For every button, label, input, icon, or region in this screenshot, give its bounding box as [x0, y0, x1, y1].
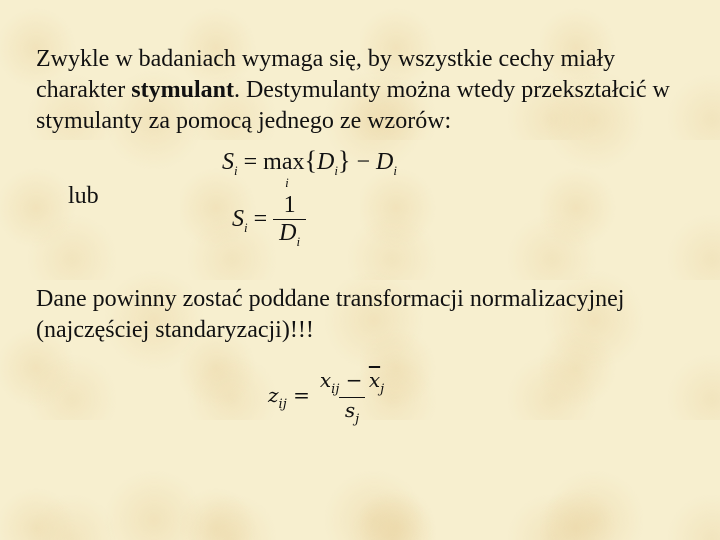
formula-reciprocal-den-letter: D [279, 220, 297, 246]
formula-std-x-sub: ij [331, 382, 340, 397]
formula-max-open-brace: { [304, 146, 317, 175]
formula-max-operator-sub: i [285, 175, 289, 190]
intro-text-end: . Destymulanty można wtedy przekształcić w stymulanty za pomocą jednego ze wzorów: [36, 77, 670, 134]
formula-max-lhs-sub: i [234, 163, 238, 178]
formula-std-fraction [316, 368, 388, 427]
intro-bold-term: stymulant [131, 77, 234, 103]
formula-std-xbar: $\overline{x}$ [368, 368, 381, 392]
formula-reciprocal-eq: = [247, 206, 268, 232]
formula-standardization [268, 368, 388, 427]
formula-reciprocal-denominator [273, 219, 306, 250]
formula-max-rhs: D [375, 149, 394, 175]
formula-reciprocal-lhs-sub: i [244, 220, 248, 235]
formula-max-inner-sub: i [334, 163, 338, 178]
formula-max-eq: = [237, 149, 264, 175]
formula-max-close-brace: } [337, 146, 351, 175]
formula-std-s: s [344, 398, 356, 422]
lub-label: lub [68, 183, 99, 209]
formula-std-lhs: z [268, 383, 279, 407]
formula-std-denominator [339, 397, 365, 427]
normalization-paragraph: Dane powinny zostać poddane transformacji normalizacyjnej (najczęściej standaryzacji)!!! [36, 286, 625, 343]
formula-reciprocal-fraction [273, 192, 306, 250]
formula-max [222, 146, 397, 190]
formula-std-lhs-sub: ij [278, 397, 287, 412]
formula-std-minus: − [339, 368, 369, 392]
formula-reciprocal [232, 192, 306, 250]
formula-max-rhs-sub: i [393, 163, 397, 178]
intro-paragraph [36, 44, 696, 137]
formula-reciprocal-numerator: 1 [283, 192, 296, 218]
formula-std-eq: = [286, 383, 310, 407]
formula-max-minus: − [350, 149, 376, 175]
formula-max-inner: D [316, 149, 335, 175]
formula-max-lhs: S [222, 149, 234, 175]
intro-text-start: Zwykle w badaniach wymaga się, by wszystkie cechy miały charakter [36, 46, 616, 103]
formula-max-operator: max [263, 149, 305, 175]
formula-std-numerator [316, 368, 388, 397]
formula-std-x: x [319, 368, 332, 392]
formula-std-xbar-sub: j [380, 382, 385, 397]
formula-reciprocal-lhs: S [232, 206, 244, 232]
formula-reciprocal-den-sub: i [296, 234, 301, 249]
formula-std-s-sub: j [355, 412, 360, 427]
